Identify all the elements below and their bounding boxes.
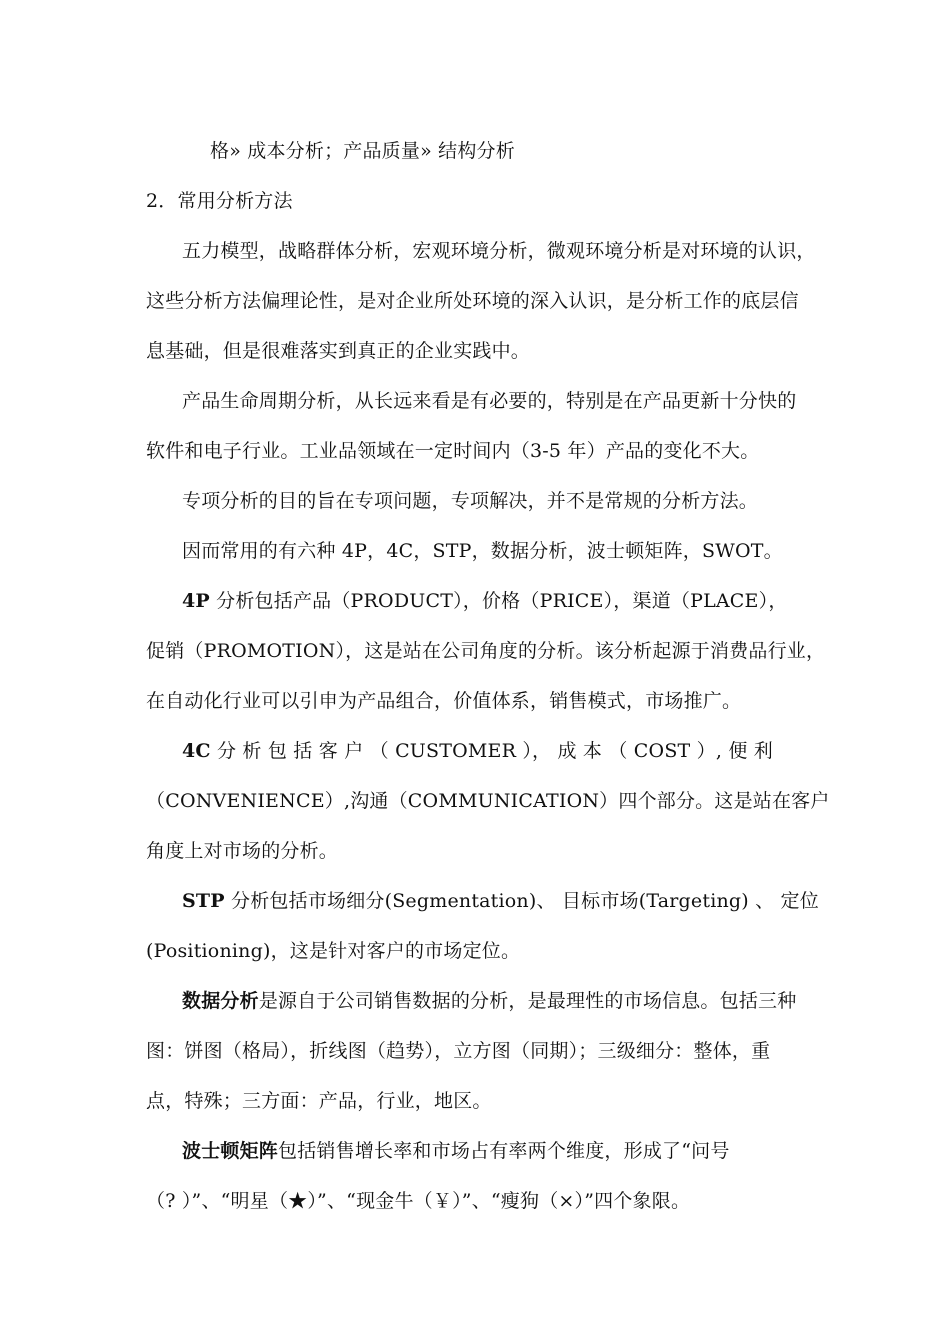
paragraph-9-line-1-text: 包括销售增长率和市场占有率两个维度，形成了“问号	[278, 1140, 730, 1162]
paragraph-3: 专项分析的目的旨在专项问题，专项解决，并不是常规的分析方法。	[182, 490, 759, 512]
paragraph-7-line-2: (Positioning)，这是针对客户的市场定位。	[146, 940, 521, 962]
term-data-analysis: 数据分析	[182, 990, 259, 1012]
paragraph-9-line-1	[182, 1138, 730, 1164]
paragraph-1-line-1: 五力模型，战略群体分析，宏观环境分析，微观环境分析是对环境的认识，	[182, 240, 816, 262]
term-4p: 4P	[182, 590, 210, 612]
paragraph-8-line-2: 图：饼图（格局），折线图（趋势），立方图（同期）；三级细分：整体，重	[146, 1040, 771, 1062]
paragraph-2-line-2: 软件和电子行业。工业品领域在一定时间内（3-5 年）产品的变化不大。	[146, 440, 760, 462]
paragraph-6-line-1	[182, 738, 773, 764]
paragraph-1-line-2: 这些分析方法偏理论性，是对企业所处环境的深入认识，是分析工作的底层信	[146, 290, 799, 312]
paragraph-1-line-3: 息基础，但是很难落实到真正的企业实践中。	[146, 340, 531, 362]
paragraph-6-line-1-text: 分 析 包 括 客 户 （ CUSTOMER ）， 成 本 （ COST ）, 便 利	[210, 740, 773, 762]
paragraph-8-line-1	[182, 988, 796, 1014]
paragraph-6-line-3: 角度上对市场的分析。	[146, 840, 339, 862]
paragraph-5-line-3: 在自动化行业可以引申为产品组合，价值体系，销售模式，市场推广。	[146, 690, 742, 712]
paragraph-9-line-2: （? ）”、“明星（★）”、“现金牛（￥）”、“瘦狗（×）”四个象限。	[146, 1190, 691, 1212]
paragraph-5-line-1-text: 分析包括产品（PRODUCT），价格（PRICE），渠道（PLACE），	[209, 590, 788, 612]
paragraph-7-line-1	[182, 888, 819, 914]
paragraph-8-line-1-text: 是源自于公司销售数据的分析，是最理性的市场信息。包括三种	[258, 990, 797, 1012]
paragraph-7-line-1-text: 分析包括市场细分(Segmentation)、 目标市场(Targeting) 、 定位	[224, 890, 819, 912]
section-heading: 2．常用分析方法	[146, 190, 293, 212]
paragraph-2-line-1: 产品生命周期分析，从长远来看是有必要的，特别是在产品更新十分快的	[182, 390, 797, 412]
paragraph-4: 因而常用的有六种 4P，4C，STP，数据分析，波士顿矩阵，SWOT。	[182, 540, 783, 562]
continued-line: 格» 成本分析；产品质量» 结构分析	[210, 140, 515, 162]
term-4c: 4C	[182, 740, 211, 762]
term-boston-matrix: 波士顿矩阵	[182, 1140, 279, 1162]
paragraph-6-line-2: （CONVENIENCE）,沟通（COMMUNICATION）四个部分。这是站在客户	[146, 790, 830, 812]
paragraph-5-line-1	[182, 588, 788, 614]
term-stp: STP	[182, 890, 225, 912]
paragraph-5-line-2: 促销（PROMOTION），这是站在公司角度的分析。该分析起源于消费品行业，	[146, 640, 826, 662]
paragraph-8-line-3: 点，特殊；三方面：产品，行业，地区。	[146, 1090, 492, 1112]
